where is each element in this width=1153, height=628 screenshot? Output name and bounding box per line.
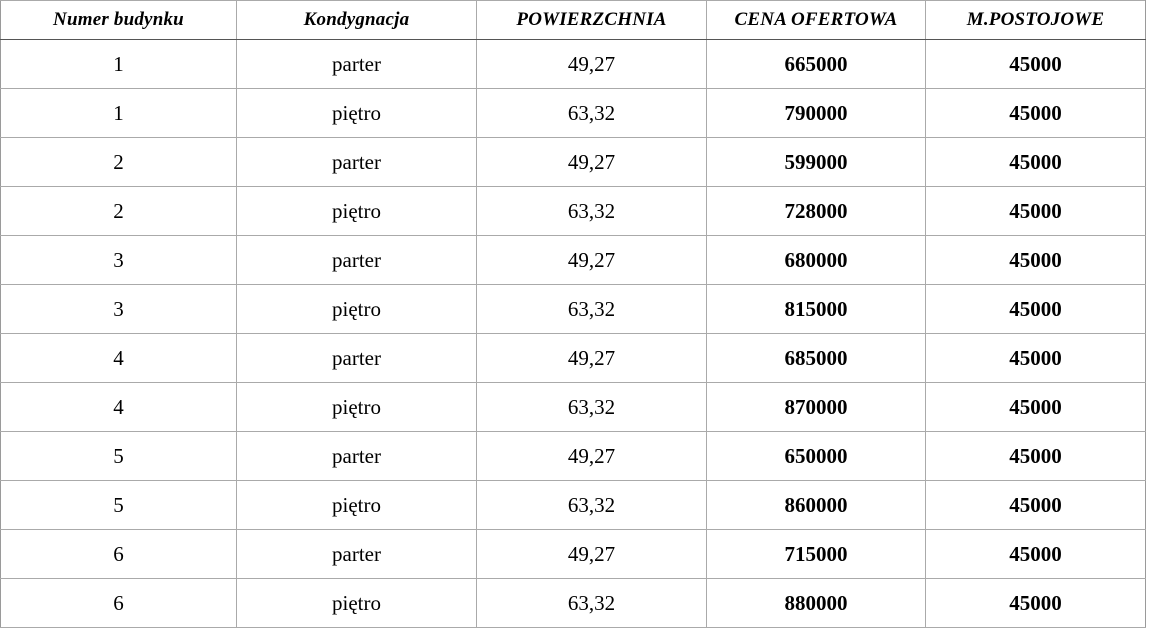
cell-parking: 45000 — [926, 481, 1146, 530]
cell-building: 4 — [1, 334, 237, 383]
column-header-area: POWIERZCHNIA — [477, 1, 707, 40]
cell-building: 2 — [1, 138, 237, 187]
cell-parking: 45000 — [926, 285, 1146, 334]
cell-floor: parter — [237, 236, 477, 285]
cell-building: 6 — [1, 579, 237, 628]
table-body — [1, 40, 1146, 628]
cell-area: 49,27 — [477, 236, 707, 285]
cell-price: 790000 — [707, 89, 926, 138]
cell-area: 63,32 — [477, 187, 707, 236]
cell-area: 49,27 — [477, 334, 707, 383]
cell-floor: piętro — [237, 383, 477, 432]
cell-price: 650000 — [707, 432, 926, 481]
cell-floor: piętro — [237, 89, 477, 138]
cell-parking: 45000 — [926, 383, 1146, 432]
cell-floor: parter — [237, 40, 477, 89]
cell-building: 3 — [1, 236, 237, 285]
cell-area: 63,32 — [477, 579, 707, 628]
cell-price: 880000 — [707, 579, 926, 628]
cell-area: 49,27 — [477, 530, 707, 579]
cell-floor: piętro — [237, 481, 477, 530]
table-row — [1, 236, 1146, 285]
cell-floor: parter — [237, 334, 477, 383]
cell-floor: parter — [237, 138, 477, 187]
cell-parking: 45000 — [926, 579, 1146, 628]
cell-price: 680000 — [707, 236, 926, 285]
cell-parking: 45000 — [926, 89, 1146, 138]
cell-building: 1 — [1, 40, 237, 89]
cell-building: 5 — [1, 432, 237, 481]
cell-price: 665000 — [707, 40, 926, 89]
table-row — [1, 285, 1146, 334]
cell-floor: piętro — [237, 579, 477, 628]
cell-price: 728000 — [707, 187, 926, 236]
table-row — [1, 432, 1146, 481]
cell-parking: 45000 — [926, 334, 1146, 383]
column-header-building: Numer budynku — [1, 1, 237, 40]
cell-area: 63,32 — [477, 89, 707, 138]
cell-building: 3 — [1, 285, 237, 334]
cell-building: 2 — [1, 187, 237, 236]
cell-area: 63,32 — [477, 481, 707, 530]
column-header-parking: M.POSTOJOWE — [926, 1, 1146, 40]
cell-floor: piętro — [237, 187, 477, 236]
cell-building: 4 — [1, 383, 237, 432]
table-row — [1, 187, 1146, 236]
cell-area: 63,32 — [477, 285, 707, 334]
table-row — [1, 334, 1146, 383]
cell-area: 49,27 — [477, 138, 707, 187]
cell-price: 815000 — [707, 285, 926, 334]
table-row — [1, 138, 1146, 187]
cell-price: 870000 — [707, 383, 926, 432]
table-row — [1, 40, 1146, 89]
cell-floor: parter — [237, 530, 477, 579]
cell-parking: 45000 — [926, 40, 1146, 89]
cell-price: 715000 — [707, 530, 926, 579]
cell-parking: 45000 — [926, 138, 1146, 187]
table-header — [1, 1, 1146, 40]
cell-area: 49,27 — [477, 432, 707, 481]
cell-parking: 45000 — [926, 236, 1146, 285]
cell-price: 860000 — [707, 481, 926, 530]
cell-building: 6 — [1, 530, 237, 579]
cell-parking: 45000 — [926, 530, 1146, 579]
table-row — [1, 481, 1146, 530]
column-header-price: CENA OFERTOWA — [707, 1, 926, 40]
cell-area: 49,27 — [477, 40, 707, 89]
cell-price: 685000 — [707, 334, 926, 383]
cell-parking: 45000 — [926, 187, 1146, 236]
table-row — [1, 530, 1146, 579]
cell-floor: parter — [237, 432, 477, 481]
table-row — [1, 383, 1146, 432]
table-header-row — [1, 1, 1146, 40]
cell-building: 5 — [1, 481, 237, 530]
cell-floor: piętro — [237, 285, 477, 334]
cell-price: 599000 — [707, 138, 926, 187]
table-row — [1, 579, 1146, 628]
cell-area: 63,32 — [477, 383, 707, 432]
column-header-floor: Kondygnacja — [237, 1, 477, 40]
table-row — [1, 89, 1146, 138]
cell-building: 1 — [1, 89, 237, 138]
cell-parking: 45000 — [926, 432, 1146, 481]
